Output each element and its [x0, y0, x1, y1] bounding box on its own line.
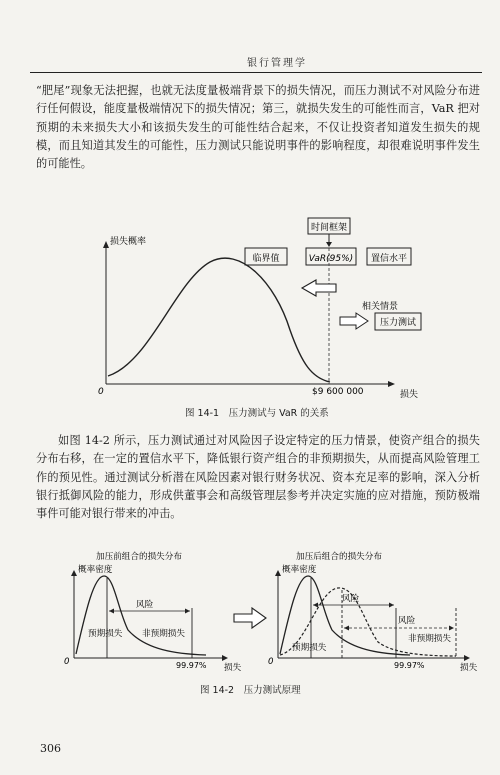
- y-axis-label: 损失概率: [110, 237, 147, 247]
- right-ylabel: 概率密度: [282, 565, 317, 575]
- stress-test-label: 压力测试: [379, 318, 417, 328]
- left-risk-arrowhead-r: [185, 609, 190, 614]
- left-panel-title: 加压前组合的损失分布: [96, 552, 182, 562]
- left-risk-label: 风险: [136, 600, 154, 610]
- left-hollow-arrow: [302, 280, 336, 296]
- time-frame-label: 时间框架: [310, 223, 348, 233]
- figure-14-1: [90, 212, 430, 412]
- paragraph-1: “肥尾”现象无法把握，也就无法度量极端背景下的损失情况，而压力测试不对风险分布进行任何假设，能度量极端情况下的损失情况；第三，就损失发生的可能性而言，VaR 把对预期的未来损失大小和该损失发生的可能性结合起来，不仅让投资者知道发生损失的规模，而且知道其发生的可能性，压力测试只能说明事件的影响程度，却很难说明事件发生的可能性。: [36, 84, 480, 171]
- x-axis-arrowhead: [388, 381, 395, 387]
- scenario-label: 相关情景: [361, 302, 399, 312]
- right-risk-label: 风险: [342, 594, 360, 604]
- left-pct-label: 99.97%: [176, 661, 207, 670]
- running-head: 银行管理学: [247, 58, 307, 69]
- left-x-arrowhead: [222, 655, 228, 661]
- right-risk2-arrowhead-r: [449, 626, 454, 631]
- right-unexpected-label: 非预期损失: [408, 634, 451, 644]
- critical-value-label: 临界值: [252, 254, 280, 264]
- left-y-arrowhead: [71, 570, 77, 576]
- origin-label: 0: [98, 387, 104, 397]
- left-unexpected-label: 非预期损失: [142, 629, 185, 639]
- right-pct-label: 99.97%: [394, 661, 425, 670]
- left-ylabel: 概率密度: [78, 565, 113, 575]
- figure-14-2: [56, 550, 486, 680]
- right-risk2-arrowhead-l: [344, 626, 349, 631]
- time-frame-arrowhead: [326, 242, 332, 247]
- loss-distribution-curve: [108, 258, 330, 382]
- left-xlabel: 损失: [224, 663, 242, 673]
- left-risk-arrowhead-l: [109, 609, 114, 614]
- right-risk-arrowhead-r: [389, 603, 394, 608]
- right-risk-label-2: 风险: [398, 616, 416, 626]
- right-x-arrowhead: [464, 655, 470, 661]
- page-number: 306: [40, 742, 61, 755]
- right-hollow-arrow: [340, 313, 368, 329]
- right-risk-arrowhead-l: [313, 603, 318, 608]
- y-axis-arrowhead: [103, 241, 109, 248]
- left-density-curve: [76, 576, 206, 655]
- confidence-label: 置信水平: [370, 254, 408, 264]
- middle-hollow-arrow: [234, 608, 266, 628]
- threshold-value: $9 600 000: [312, 387, 364, 397]
- left-expected-label: 预期损失: [88, 629, 123, 639]
- left-origin: 0: [64, 657, 70, 667]
- right-panel-title: 加压后组合的损失分布: [296, 552, 382, 562]
- right-origin: 0: [268, 657, 274, 667]
- right-expected-label: 预期损失: [292, 643, 327, 653]
- page-header: [30, 44, 482, 73]
- right-xlabel: 损失: [460, 663, 478, 673]
- figure-14-1-caption: 图 14-1 压力测试与 VaR 的关系: [185, 408, 329, 419]
- figure-14-2-caption: 图 14-2 压力测试原理: [200, 685, 301, 696]
- x-axis-label: 损失: [400, 390, 419, 400]
- right-y-arrowhead: [275, 570, 281, 576]
- var-label: VaR(95%): [308, 254, 354, 264]
- paragraph-2: 如图 14-2 所示，压力测试通过对风险因子设定特定的压力情景，使资产组合的损失分布右移，在一定的置信水平下，降低银行资产组合的非预期损失，从而提高风险管理工作的预见性。通过测试分析潜在风险因素对银行财务状况、资本充足率的影响，深入分析银行抵御风险的能力，形成供董事会和高级管理层参考并决定实施的应对措施，预防极端事件可能对银行带来的冲击。: [36, 434, 480, 521]
